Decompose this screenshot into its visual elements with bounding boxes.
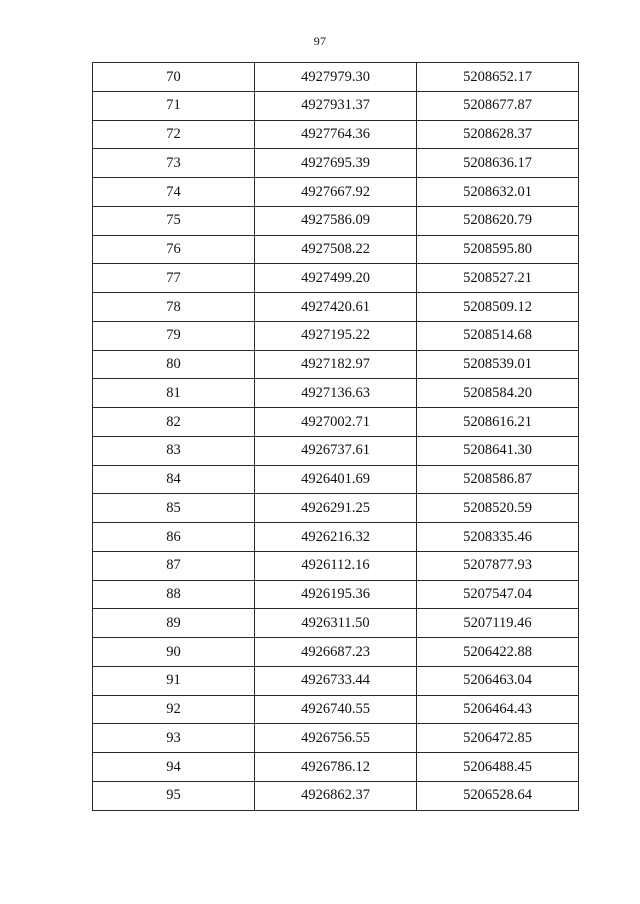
table-row xyxy=(93,753,579,782)
point-number-cell: 79 xyxy=(93,321,255,350)
x-coordinate-cell: 4926756.55 xyxy=(255,724,417,753)
x-coordinate-cell: 4926216.32 xyxy=(255,523,417,552)
y-coordinate-cell: 5208636.17 xyxy=(417,149,579,178)
point-number-cell: 84 xyxy=(93,465,255,494)
x-coordinate-cell: 4927136.63 xyxy=(255,379,417,408)
table-row xyxy=(93,149,579,178)
point-number-cell: 83 xyxy=(93,436,255,465)
point-number-cell: 73 xyxy=(93,149,255,178)
point-number-cell: 72 xyxy=(93,120,255,149)
y-coordinate-cell: 5208520.59 xyxy=(417,494,579,523)
y-coordinate-cell: 5208632.01 xyxy=(417,178,579,207)
y-coordinate-cell: 5208628.37 xyxy=(417,120,579,149)
table-row xyxy=(93,293,579,322)
y-coordinate-cell: 5206463.04 xyxy=(417,666,579,695)
point-number-cell: 82 xyxy=(93,408,255,437)
table-row xyxy=(93,264,579,293)
x-coordinate-cell: 4926291.25 xyxy=(255,494,417,523)
point-number-cell: 78 xyxy=(93,293,255,322)
x-coordinate-cell: 4926195.36 xyxy=(255,580,417,609)
table-row xyxy=(93,120,579,149)
point-number-cell: 88 xyxy=(93,580,255,609)
point-number-cell: 80 xyxy=(93,350,255,379)
x-coordinate-cell: 4926740.55 xyxy=(255,695,417,724)
point-number-cell: 74 xyxy=(93,178,255,207)
x-coordinate-cell: 4926112.16 xyxy=(255,551,417,580)
table-row xyxy=(93,91,579,120)
y-coordinate-cell: 5208514.68 xyxy=(417,321,579,350)
x-coordinate-cell: 4926401.69 xyxy=(255,465,417,494)
x-coordinate-cell: 4927979.30 xyxy=(255,63,417,92)
table-row xyxy=(93,666,579,695)
point-number-cell: 76 xyxy=(93,235,255,264)
point-number-cell: 71 xyxy=(93,91,255,120)
y-coordinate-cell: 5208586.87 xyxy=(417,465,579,494)
x-coordinate-cell: 4926786.12 xyxy=(255,753,417,782)
y-coordinate-cell: 5208641.30 xyxy=(417,436,579,465)
y-coordinate-cell: 5208595.80 xyxy=(417,235,579,264)
point-number-cell: 70 xyxy=(93,63,255,92)
x-coordinate-cell: 4927695.39 xyxy=(255,149,417,178)
y-coordinate-cell: 5206488.45 xyxy=(417,753,579,782)
y-coordinate-cell: 5208539.01 xyxy=(417,350,579,379)
point-number-cell: 75 xyxy=(93,206,255,235)
table-row xyxy=(93,494,579,523)
point-number-cell: 90 xyxy=(93,638,255,667)
y-coordinate-cell: 5208584.20 xyxy=(417,379,579,408)
table-row xyxy=(93,321,579,350)
table-row xyxy=(93,235,579,264)
x-coordinate-cell: 4926311.50 xyxy=(255,609,417,638)
page-number: 97 xyxy=(313,34,327,48)
point-number-cell: 94 xyxy=(93,753,255,782)
table-row xyxy=(93,724,579,753)
table-row xyxy=(93,63,579,92)
y-coordinate-cell: 5206422.88 xyxy=(417,638,579,667)
x-coordinate-cell: 4927508.22 xyxy=(255,235,417,264)
point-number-cell: 85 xyxy=(93,494,255,523)
y-coordinate-cell: 5208335.46 xyxy=(417,523,579,552)
table-row xyxy=(93,436,579,465)
point-number-cell: 92 xyxy=(93,695,255,724)
point-number-cell: 95 xyxy=(93,781,255,810)
y-coordinate-cell: 5208677.87 xyxy=(417,91,579,120)
x-coordinate-cell: 4927586.09 xyxy=(255,206,417,235)
point-number-cell: 87 xyxy=(93,551,255,580)
table-row xyxy=(93,638,579,667)
point-number-cell: 77 xyxy=(93,264,255,293)
x-coordinate-cell: 4927195.22 xyxy=(255,321,417,350)
x-coordinate-cell: 4926737.61 xyxy=(255,436,417,465)
y-coordinate-cell: 5207877.93 xyxy=(417,551,579,580)
table-row xyxy=(93,580,579,609)
table-row xyxy=(93,465,579,494)
table-row xyxy=(93,178,579,207)
x-coordinate-cell: 4927182.97 xyxy=(255,350,417,379)
point-number-cell: 89 xyxy=(93,609,255,638)
y-coordinate-cell: 5207547.04 xyxy=(417,580,579,609)
table-row xyxy=(93,695,579,724)
x-coordinate-cell: 4926733.44 xyxy=(255,666,417,695)
y-coordinate-cell: 5206464.43 xyxy=(417,695,579,724)
table-row xyxy=(93,551,579,580)
point-number-cell: 91 xyxy=(93,666,255,695)
x-coordinate-cell: 4927931.37 xyxy=(255,91,417,120)
point-number-cell: 81 xyxy=(93,379,255,408)
y-coordinate-cell: 5208652.17 xyxy=(417,63,579,92)
y-coordinate-cell: 5208620.79 xyxy=(417,206,579,235)
y-coordinate-cell: 5207119.46 xyxy=(417,609,579,638)
point-number-cell: 93 xyxy=(93,724,255,753)
coordinates-table-body xyxy=(93,63,579,811)
x-coordinate-cell: 4927420.61 xyxy=(255,293,417,322)
table-row xyxy=(93,206,579,235)
x-coordinate-cell: 4927667.92 xyxy=(255,178,417,207)
y-coordinate-cell: 5208509.12 xyxy=(417,293,579,322)
table-row xyxy=(93,350,579,379)
table-row xyxy=(93,609,579,638)
x-coordinate-cell: 4927499.20 xyxy=(255,264,417,293)
table-row xyxy=(93,523,579,552)
point-number-cell: 86 xyxy=(93,523,255,552)
x-coordinate-cell: 4927764.36 xyxy=(255,120,417,149)
table-row xyxy=(93,408,579,437)
y-coordinate-cell: 5206472.85 xyxy=(417,724,579,753)
y-coordinate-cell: 5208616.21 xyxy=(417,408,579,437)
y-coordinate-cell: 5208527.21 xyxy=(417,264,579,293)
table-row xyxy=(93,781,579,810)
table-row xyxy=(93,379,579,408)
coordinates-table xyxy=(92,62,579,811)
x-coordinate-cell: 4926687.23 xyxy=(255,638,417,667)
y-coordinate-cell: 5206528.64 xyxy=(417,781,579,810)
x-coordinate-cell: 4927002.71 xyxy=(255,408,417,437)
x-coordinate-cell: 4926862.37 xyxy=(255,781,417,810)
